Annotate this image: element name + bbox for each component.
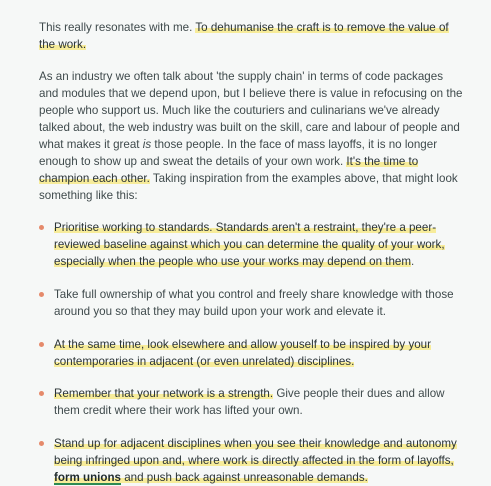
recommendations-list [39, 219, 463, 486]
intro-highlight[interactable]: To dehumanise the craft is to remove the value of the work. [39, 21, 449, 51]
list-item [39, 286, 463, 320]
item4-text: Give people their dues and allow them credit where their work has lifted your own. [54, 387, 445, 418]
item3-highlight[interactable]: At the same time, look elsewhere and allow youself to be inspired by your contemporaries in adjacent (or even unrelated) disciplines. [54, 337, 431, 368]
item5-highlight-before[interactable]: Stand up for adjacent disciplines when you see their knowledge and autonomy being infringed upon and, where work is directly affected in the form of layoffs, [54, 437, 457, 468]
list-item [39, 385, 463, 419]
item1-highlight[interactable]: Prioritise working to standards. Standards aren't a restraint, they're a peer-reviewed baseline against which you can determine the quality of your work, especially when the people who use your works may depend on them [54, 221, 445, 268]
form-unions-link[interactable]: form unions [54, 471, 121, 485]
bullet-dot-icon [39, 292, 44, 297]
body-text-part1: As an industry we often talk about 'the supply chain' in terms of code packages and modules that we depend upon, but I believe there is value in refocusing on the people who support us. Much like the couturiers and culinarians we've already talked about, the web industry was built on the skill, care and labour of people and what makes it great [39, 70, 463, 151]
body-paragraph [39, 68, 463, 204]
list-item [39, 435, 463, 486]
bullet-dot-icon [39, 225, 44, 230]
body-highlight[interactable]: It's the time to champion each other. [39, 155, 419, 185]
bullet-dot-icon [39, 342, 44, 347]
list-item [39, 219, 463, 270]
item5-highlight-after[interactable]: and push back against unreasonable demands. [120, 471, 368, 485]
item2-text: Take full ownership of what you control and freely share knowledge with those around you so that they may build upon your work and elevate it. [54, 287, 454, 318]
body-text-part3: Taking inspiration from the examples above, that might look something like this: [39, 172, 458, 202]
intro-text: This really resonates with me. [39, 21, 196, 34]
list-item [39, 336, 463, 370]
item1-tail: . [411, 255, 415, 268]
body-emphasis: is [142, 138, 152, 151]
intro-paragraph [39, 19, 463, 53]
body-text-part2: those people. In the face of mass layoffs, it is no longer enough to show up and sweat the details of your own work. [39, 138, 438, 168]
bullet-dot-icon [39, 441, 44, 446]
item4-highlight[interactable]: Remember that your network is a strength. [54, 387, 274, 401]
bullet-dot-icon [39, 391, 44, 396]
